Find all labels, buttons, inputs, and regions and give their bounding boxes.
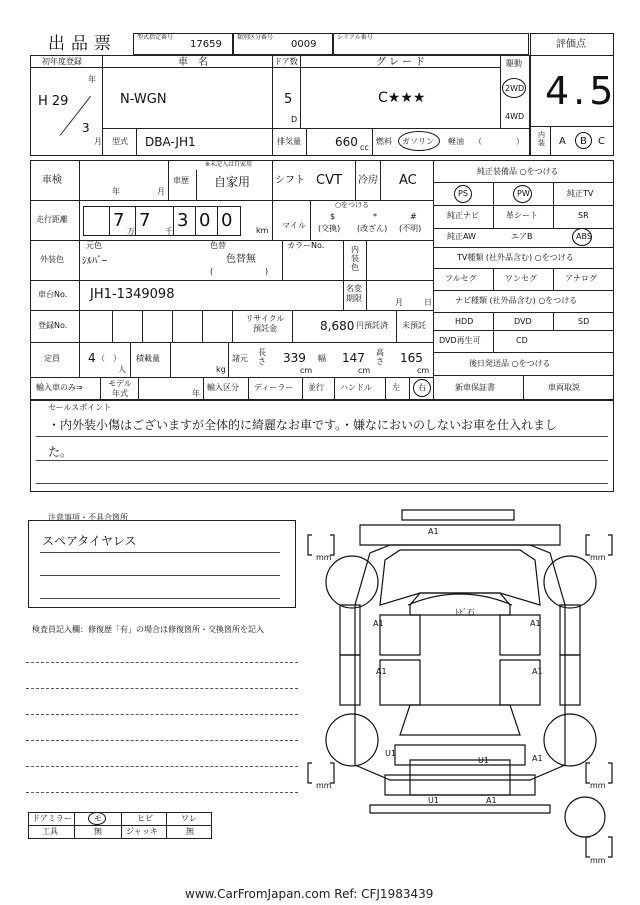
mirror-h2: ヒビ [137, 814, 153, 823]
sales-line-2: た。 [48, 445, 73, 459]
title-month: 月 [395, 298, 403, 307]
model-no-value: 17659 [190, 39, 222, 50]
height-value: 165 [400, 351, 423, 365]
interior-c: C [598, 136, 605, 147]
repaint-label: 色替 [210, 241, 226, 250]
month-suffix: 月 [94, 137, 102, 146]
color-no-label: カラーNo. [287, 241, 325, 250]
recycle-value: 8,680 [320, 319, 355, 333]
displacement-label: 排気量 [277, 137, 301, 146]
repaint-paren-r: ) [265, 267, 269, 276]
handle-left: 左 [392, 383, 400, 392]
footer-watermark: www.CarFromJapan.com Ref: CFJ1983439 [185, 887, 434, 901]
dims-label: 諸元 [232, 354, 248, 363]
mark-u1-left: U1 [385, 749, 396, 758]
shift-value: CVT [316, 173, 342, 188]
meter-circle-note: ○をつける [335, 201, 370, 209]
interior-color-label: 内装色 [351, 245, 359, 273]
recycle-label: リサイクル預託金 [245, 314, 285, 333]
capacity-label: 定員 [44, 354, 60, 363]
recycle-status: 円預託済 [356, 321, 388, 330]
navi-sd: SD [578, 317, 590, 326]
displacement-value: 660 [335, 135, 358, 149]
mark-u1-bottom: U1 [428, 796, 439, 805]
mileage-unit: km [256, 226, 269, 235]
load-unit: kg [216, 365, 226, 374]
chassis-label: 車台No. [38, 290, 68, 299]
width-label: 幅 [318, 354, 326, 363]
first-reg-label: 初年度登録 [42, 57, 82, 66]
shift-label: シフト [275, 175, 305, 186]
handle-right-circle [413, 379, 431, 397]
equip-warranty: 新車保証書 [455, 383, 495, 392]
equip-cd: CD [516, 336, 528, 345]
fuel-paren-l: （ [474, 137, 482, 146]
recycle-unpaid: 未預託 [402, 321, 426, 330]
inspection-label: 車検 [42, 175, 62, 186]
drive-2wd-circle [502, 78, 526, 98]
interior-label: 内装 [538, 131, 545, 147]
mileage-digits [83, 206, 241, 236]
mm-label-3: mm [316, 781, 332, 790]
history-note: ※未記入は自家用 [205, 161, 253, 168]
length-label: 長さ [258, 348, 266, 367]
mileage-digit-1: 7 [113, 210, 125, 231]
car-name-label: 車 名 [178, 57, 208, 68]
car-diagram [300, 505, 630, 875]
navi-type-title: ナビ種類 (社外品含む) ○をつける [455, 296, 578, 305]
car-name-value: N-WGN [120, 92, 167, 107]
drive-4wd: 4WD [505, 112, 525, 121]
fuel-gasoline-circle [398, 131, 440, 151]
meter-hash: # [410, 212, 417, 221]
import-class-label: 輸入区分 [207, 383, 239, 392]
drive-label: 駆動 [506, 59, 522, 68]
displacement-unit: cc [360, 143, 369, 152]
ac-value: AC [399, 173, 417, 188]
ac-label: 冷房 [358, 175, 378, 186]
tool-label: 工具 [42, 827, 58, 836]
capacity-unit: 人 [118, 365, 126, 374]
mirror-h3: ワレ [181, 814, 197, 823]
equip-manual: 車両取説 [548, 383, 580, 392]
rear-seat-title: 後日発送品 ○をつける [469, 359, 551, 368]
notes-line-1: スペアタイヤレス [42, 534, 137, 548]
grade-value: C★★★ [378, 90, 426, 106]
mile-label: マイル [282, 221, 306, 230]
inspection-month: 月 [157, 187, 165, 196]
equip-leather: 革シート [506, 211, 538, 220]
mark-a1-right-lower: A1 [532, 754, 543, 763]
fuel-paren-r: ） [516, 137, 524, 146]
equipment-title: 純正装備品 ○をつける [477, 167, 559, 176]
reg-no-label: 登録No. [38, 321, 68, 330]
import-only: 輸入車のみ⇒ [36, 383, 83, 392]
history-label: 車歴 [173, 176, 189, 185]
class-no-label: 類別区分番号 [237, 34, 274, 41]
mileage-sen: 千 [165, 227, 173, 236]
chassis-value: JH1-1349098 [90, 287, 175, 302]
width-value: 147 [342, 351, 365, 365]
dealer: ディーラー [254, 383, 294, 392]
serial-label: シリアル番号 [337, 34, 373, 41]
mirror-circle [88, 812, 106, 825]
equip-aw: 純正AW [447, 232, 476, 241]
mileage-label: 走行距離 [36, 215, 68, 224]
mileage-digit-2: 7 [139, 210, 151, 231]
jack-value: 無 [186, 827, 194, 836]
score-label: 評価点 [556, 39, 586, 50]
load-label: 積載量 [136, 354, 160, 363]
equip-ps-circle [454, 185, 472, 203]
repaint-value: 色替無 [226, 254, 256, 265]
fuel-gasoline: ガソリン [402, 137, 434, 146]
mm-label-2: mm [590, 553, 606, 562]
doors-value: 5 [284, 92, 293, 107]
equip-tv: 純正TV [567, 189, 594, 198]
sales-label: セールスポイント [48, 403, 112, 412]
mark-tobi-ishi: ﾄﾋﾞ石 [455, 608, 475, 617]
mileage-digit-4: 0 [199, 210, 211, 231]
tv-oneseg: ワンセグ [505, 274, 537, 283]
inspector-label: 検査員記入欄：修復歴「有」の場合は修復箇所・交換箇所を記入 [32, 625, 264, 634]
equip-abs: ABS [576, 232, 592, 241]
model-value: DBA-JH1 [145, 135, 196, 149]
equip-navi: 純正ナビ [447, 211, 479, 220]
meter-unknown: (不明) [399, 224, 422, 233]
navi-dvd: DVD [514, 317, 532, 326]
score-value: 4.5 [545, 69, 618, 113]
mark-a1-left-front: A1 [373, 619, 384, 628]
mark-a1-left-rear: A1 [376, 667, 387, 676]
notes-label: 注意事項・不具合箇所 [48, 513, 128, 522]
interior-b: B [580, 136, 587, 147]
equip-abs-circle [572, 228, 592, 246]
handle-label: ハンドル [340, 383, 372, 392]
capacity-value: 4 [88, 351, 96, 365]
mileage-digit-5: 0 [221, 210, 233, 231]
model-no-label: 型式指定番号 [137, 34, 174, 41]
jack-label: ジャッキ [126, 827, 158, 836]
sales-line-1: ・内外装小傷はございますが全体的に綺麗なお車です。・嫌なにおいのしないお車を仕入れまし [48, 418, 558, 432]
equip-pw-circle [513, 185, 532, 203]
equip-airbag: エアB [511, 232, 533, 241]
tv-analog: アナログ [565, 274, 597, 283]
tool-value: 無 [94, 827, 102, 836]
tv-type-title: TV種類 (社外品含む) ○をつける [457, 253, 574, 262]
interior-a: A [559, 136, 566, 147]
parallel: 並行 [308, 383, 324, 392]
meter-dollar: $ [330, 212, 336, 221]
mark-a1-right-rear: A1 [532, 667, 543, 676]
equipment-panel [433, 160, 614, 400]
mirror-h1: ドアミラー [32, 814, 72, 823]
mm-label-5: mm [590, 856, 606, 865]
mileage-digit-3: 3 [177, 210, 189, 231]
class-no-value: 0009 [291, 39, 317, 50]
height-label: 高さ [376, 348, 384, 367]
title-day: 日 [424, 298, 432, 307]
mileage-man: 万 [127, 227, 135, 236]
equip-ps: PS [458, 189, 468, 198]
mirror-value: モ [94, 814, 102, 823]
capacity-paren: （ ） [97, 354, 121, 363]
inspection-year: 年 [112, 187, 120, 196]
year-suffix: 年 [88, 75, 96, 84]
mark-a1-right-front: A1 [530, 619, 541, 628]
orig-color-value: ｼﾙﾊﾞｰ [82, 256, 107, 267]
mm-label-4: mm [590, 781, 606, 790]
drive-2wd: 2WD [505, 84, 525, 93]
handle-right: 右 [418, 383, 426, 392]
navi-hdd: HDD [455, 317, 474, 326]
fuel-light: 軽油 [448, 137, 464, 146]
mm-label-1: mm [316, 553, 332, 562]
tv-fullseg: フルセグ [445, 274, 477, 283]
first-reg-month: 3 [82, 121, 90, 135]
height-unit: cm [417, 366, 430, 375]
sales-point-box [30, 400, 614, 492]
title-period-label: 名変期限 [346, 284, 362, 303]
meter-tamper: (改ざん) [357, 224, 388, 233]
equip-sr: SR [578, 211, 589, 220]
meter-star: * [373, 212, 377, 221]
equip-pw: PW [517, 189, 530, 198]
model-label: 型式 [112, 137, 128, 146]
doors-label: ドア数 [274, 57, 298, 66]
grade-label: グレード [376, 57, 428, 68]
history-value: 自家用 [214, 175, 251, 189]
repaint-paren-l: ( [210, 267, 214, 276]
color-label: 外装色 [40, 255, 64, 264]
mark-u1-center: U1 [478, 756, 489, 765]
meter-exchange: (交換) [318, 224, 341, 233]
door-type: D [291, 115, 298, 124]
mark-a1-top: A1 [428, 527, 439, 536]
mark-a1-bottom: A1 [486, 796, 497, 805]
dvd-play-label: DVD再生可 [439, 336, 481, 345]
interior-b-circle [575, 132, 592, 149]
model-year-label: モデル年式 [108, 379, 132, 398]
length-unit: cm [300, 366, 313, 375]
width-unit: cm [358, 366, 371, 375]
orig-color-label: 元色 [86, 241, 102, 250]
page-title: 出品票 [48, 34, 117, 54]
model-year-unit: 年 [192, 389, 200, 398]
fuel-label: 燃料 [376, 137, 392, 146]
length-value: 339 [283, 351, 306, 365]
first-reg-year: H 29 [38, 94, 69, 109]
